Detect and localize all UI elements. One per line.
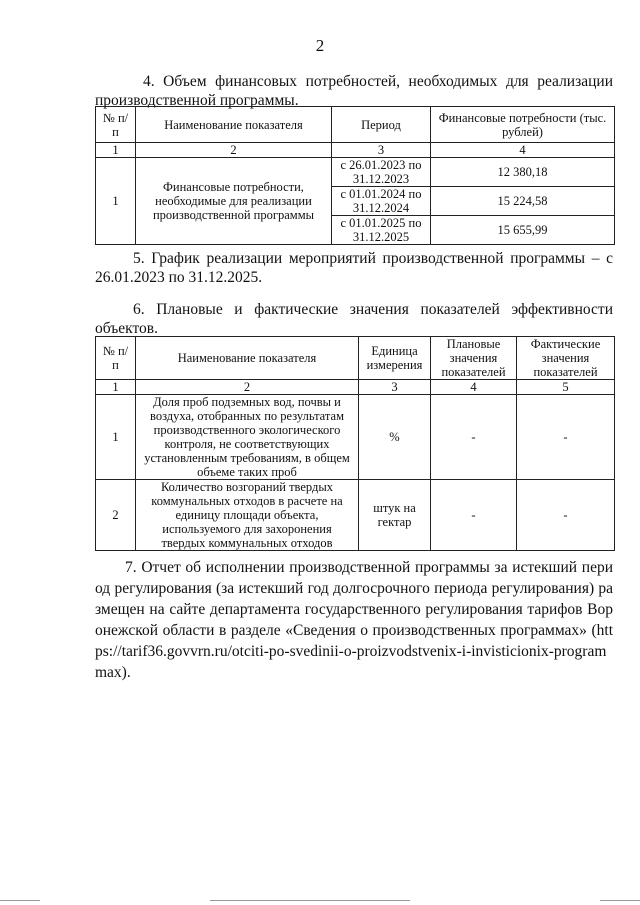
header-cell: Наименование показателя	[136, 107, 332, 143]
table-row	[96, 480, 615, 551]
efficiency-indicators-table	[95, 336, 615, 551]
table-header-row	[96, 337, 615, 380]
value-cell: 15 655,99	[431, 216, 615, 245]
column-number: 1	[96, 380, 136, 395]
header-cell: Плановые значения показателей	[431, 337, 517, 380]
header-cell: Фактические значения показателей	[517, 337, 615, 380]
footer-rule	[210, 900, 410, 901]
column-number: 4	[431, 143, 615, 158]
row-number: 1	[96, 158, 136, 245]
unit-cell: штук на гектар	[359, 480, 431, 551]
column-number: 3	[359, 380, 431, 395]
indicator-name: Финансовые потребности, необходимые для реализации производственной программы	[136, 158, 332, 245]
row-number: 2	[96, 480, 136, 551]
period-cell: с 01.01.2025 по 31.12.2025	[332, 216, 431, 245]
header-cell: № п/п	[96, 107, 136, 143]
section-7-text: 7. Отчет об исполнении производственной программы за истекший период регулирования (за истекший год долгосрочного периода регулирования) размещен на сайте департамента государственного регулирования тарифов Воронежской области в разделе «Сведения о производственных программах» (https://tarif36.govvrn.ru/otciti-po-svedinii-o-proizvodstvenix-i-invisticionix-programmax).	[95, 559, 613, 681]
section-4-heading: 4. Объем финансовых потребностей, необходимых для реализации производственной программы.	[95, 73, 613, 109]
header-cell: Наименование показателя	[136, 337, 359, 380]
column-number: 2	[136, 380, 359, 395]
footer-rule	[600, 900, 640, 901]
header-cell: Единица измерения	[359, 337, 431, 380]
table-header-row	[96, 107, 615, 143]
indicator-name: Количество возгораний твердых коммунальных отходов в расчете на единицу площади объекта, используемого для захоронения твердых коммунальных отходов	[136, 480, 359, 551]
column-number: 2	[136, 143, 332, 158]
value-cell: 15 224,58	[431, 187, 615, 216]
indicator-name: Доля проб подземных вод, почвы и воздуха, отобранных по результатам производственного экологического контроля, не соответствующих установленным требованиям, в общем объеме таких проб	[136, 395, 359, 480]
header-cell: Период	[332, 107, 431, 143]
financial-needs-table	[95, 106, 615, 245]
header-cell: № п/п	[96, 337, 136, 380]
footer-rule	[0, 900, 40, 901]
header-cell: Финансовые потребности (тыс. рублей)	[431, 107, 615, 143]
period-cell: с 26.01.2023 по 31.12.2023	[332, 158, 431, 187]
plan-value: -	[431, 480, 517, 551]
column-number: 1	[96, 143, 136, 158]
column-number: 5	[517, 380, 615, 395]
column-number: 4	[431, 380, 517, 395]
table-row	[96, 158, 615, 187]
fact-value: -	[517, 395, 615, 480]
period-cell: с 01.01.2024 по 31.12.2024	[332, 187, 431, 216]
section-5-text: 5. График реализации мероприятий производственной программы – с 26.01.2023 по 31.12.2025.	[95, 250, 613, 286]
section-6-heading: 6. Плановые и фактические значения показателей эффективности объектов.	[95, 301, 613, 337]
fact-value: -	[517, 480, 615, 551]
column-number-row	[96, 380, 615, 395]
plan-value: -	[431, 395, 517, 480]
table-row	[96, 395, 615, 480]
column-number-row	[96, 143, 615, 158]
column-number: 3	[332, 143, 431, 158]
unit-cell: %	[359, 395, 431, 480]
row-number: 1	[96, 395, 136, 480]
value-cell: 12 380,18	[431, 158, 615, 187]
page-number: 2	[315, 36, 325, 55]
